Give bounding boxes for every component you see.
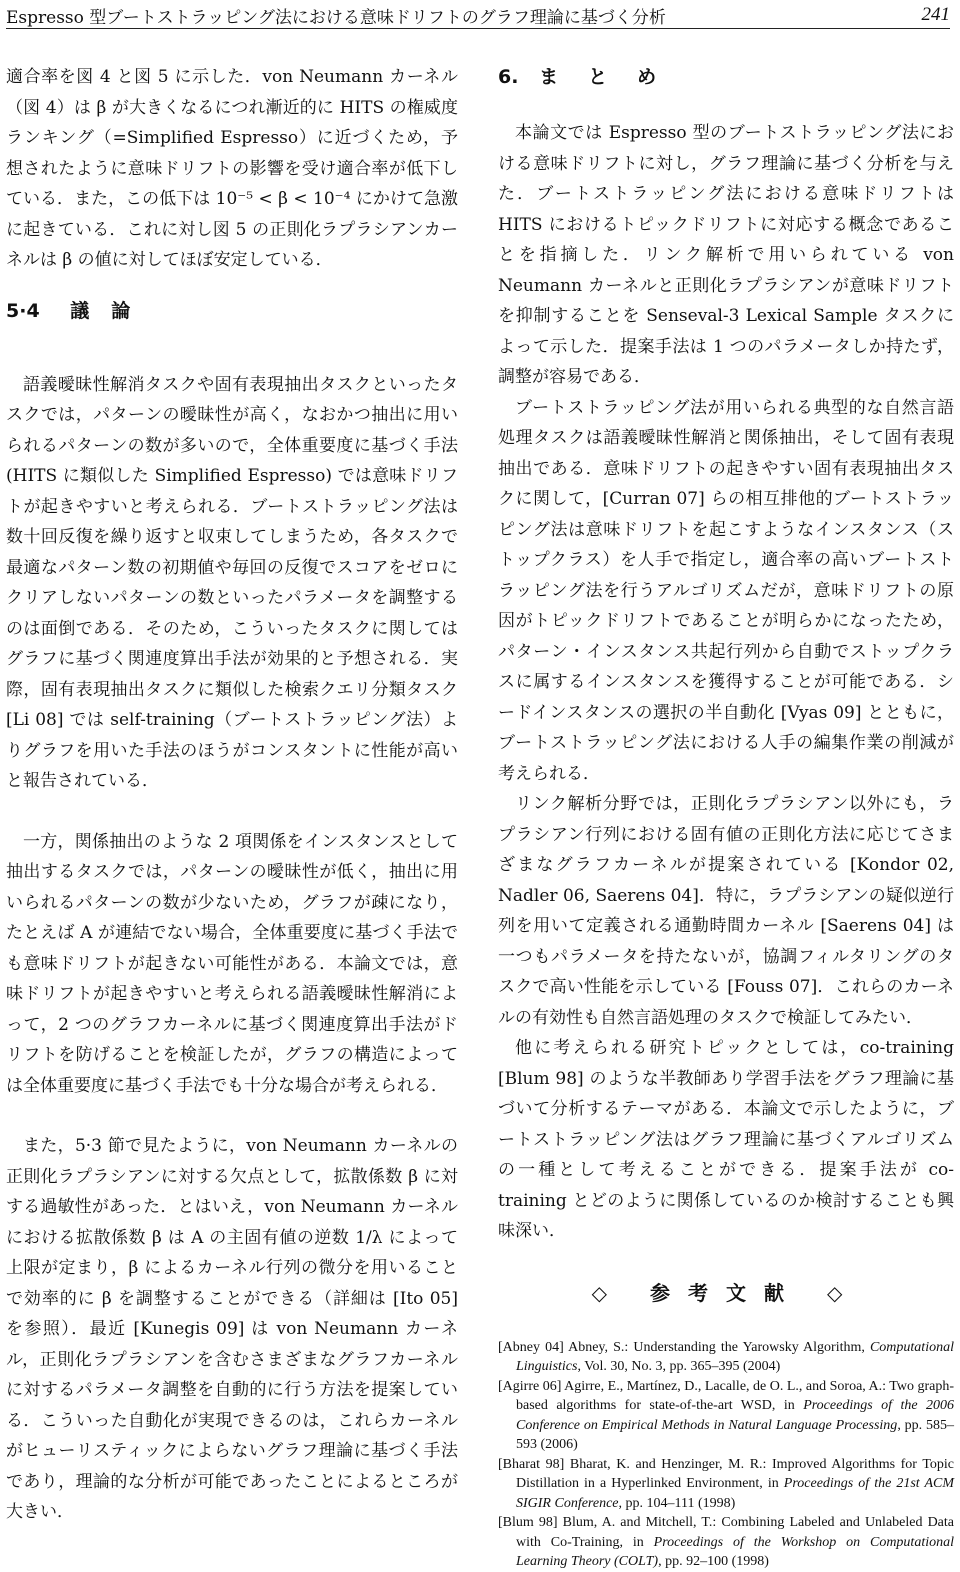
reference-venue: Proceedings of the 2006 Conference on Empirical Methods in Natural Language Processing <box>516 1398 955 1433</box>
reference-venue: Computational Linguistics <box>516 1339 954 1374</box>
references-heading: ◇ 参考文献 ◇ <box>591 1280 861 1305</box>
paragraph: 適合率を図 4 と図 5 に示した．von Neumann カーネル（図 4）は β が大きくなるにつれ漸近的に HITS の権威度ランキング（=Simplified Espresso）に近づくため，予想されたように意味ドリフトの影響を受け適合率が低下している．また，この低下は 10⁻⁵ < β < 10⁻⁴ にかけて急激に起きている．これに対し図 5 の正則化ラプラシアンカーネルは β の値に対してほぼ安定している． <box>6 67 458 270</box>
paragraph: 一方，関係抽出のような 2 項関係をインスタンスとして抽出するタスクでは，パターンの曖昧性が低く，抽出に用いられるパターンの数が少ないため，グラフが疎になり，たとえば A が連結でない場合，全体重要度に基づく手法でも意味ドリフトが起きない可能性がある．本論文では，意味ドリフトが起きやすいと考えられる語義曖昧性解消によって，2 つのグラフカーネルに基づく関連度算出手法がドリフトを防げることを検証したが，グラフの構造によっては全体重要度に基づく手法でも十分な場合が考えられる． <box>6 831 458 1096</box>
section-heading-6 <box>498 62 954 92</box>
left-column <box>6 62 458 1528</box>
reference-item: [Agirre 06] Agirre, E., Martínez, D., Lacalle, de O. L., and Soroa, A.: Two graph-based algorithms for state-of-the-art WSD, in Proceedings of the 2006 Conference on Empirical Methods in Natural Language Processing, pp. 585–593 (2006) <box>498 1378 955 1452</box>
reference-key: [Blum 98] <box>498 1515 558 1530</box>
paragraph: リンク解析分野では，正則化ラプラシアン以外にも，ラプラシアン行列における固有値の正則化方法に応じてさまざまなグラフカーネルが提案されている [Kondor 02, Nadler 06, Saerens 04]．特に，ラプラシアンの疑似逆行列を用いて定義される通勤時間カーネル [Saerens 04] は一つもパラメータを持たないが，協調フィルタリングのタスクで高い性能を示している [Fouss 07]．これらのカーネルの有効性も自然言語処理のタスクで検証してみたい． <box>498 794 954 1028</box>
reference-list <box>498 1338 954 1572</box>
running-header <box>6 2 950 29</box>
reference-key: [Agirre 06] <box>498 1378 562 1394</box>
section-number: 5·4 <box>6 299 40 322</box>
paragraph: また，5·3 節で見たように，von Neumann カーネルの正則化ラプラシアンに対する欠点として，拡散係数 β に対する過敏性があった．とはいえ，von Neumann カーネルにおける拡散係数 β は A の主固有値の逆数 1/λ によって上限が定まり，β によるカーネル行列の微分を用いることで効率的に β を調整することができる（詳細は [Ito 05] を参照）．最近 [Kunegis 09] は von Neumann カーネル，正則化ラプラシアンを含むさまざまなグラフカーネルに対するパラメータ調整を自動的に行う方法を提案している．こういった自動化が実現できるのは，これらカーネルがヒューリスティックによらないグラフ理論に基づく手法であり，理論的な分析が可能であったことによるところが大きい． <box>6 1136 458 1522</box>
running-title: Espresso 型ブートストラッピング法における意味ドリフトのグラフ理論に基づく分析 <box>6 7 666 28</box>
reference-venue: Proceedings of the Workshop on Computational Learning Theory (COLT) <box>516 1534 954 1569</box>
page-number: 241 <box>921 4 950 25</box>
section-title: まとめ <box>539 66 687 88</box>
paragraph: 本論文では Espresso 型のブートストラッピング法における意味ドリフトに対し，グラフ理論に基づく分析を与えた．ブートストラッピング法における意味ドリフトは HITS におけるトピックドリフトに対応する概念であることを指摘した．リンク解析で用いられている von Neumann カーネルと正則化ラプラシアンが意味ドリフトを抑制することを Senseval-3 Lexical Sample タスクによって示した．提案手法は 1 つのパラメータしか持たず，調整が容易である． <box>498 123 954 387</box>
paragraph: 他に考えられる研究トピックとしては，co-training [Blum 98] のような半教師あり学習手法をグラフ理論に基づいて分析するテーマがある．本論文で示したように，ブートストラッピング法はグラフ理論に基づくアルゴリズムの一種として考えることができる．提案手法が co-training とどのように関係しているのか検討することも興味深い． <box>498 1038 954 1241</box>
paragraph: ブートストラッピング法が用いられる典型的な自然言語処理タスクは語義曖昧性解消と関係抽出，そして固有表現抽出である．意味ドリフトの起きやすい固有表現抽出タスクに関して，[Curran 07] らの相互排他的ブートストラッピング法は意味ドリフトを起こすようなインスタンス（ストップクラス）を人手で指定し，適合率の高いブートストラッピング法を行うアルゴリズムだが，意味ドリフトの原因がトピックドリフトであることが明らかになったため，パターン・インスタンス共起行列から自動でストップクラスに属するインスタンスを獲得することが可能である．シードインスタンスの選択の半自動化 [Vyas 09] とともに，ブートストラッピング法における人手の編集作業の削減が考えられる． <box>498 397 954 784</box>
reference-venue: Proceedings of the 21st ACM SIGIR Conference <box>516 1476 955 1511</box>
reference-item: [Bharat 98] Bharat, K. and Henzinger, M. R.: Improved Algorithms for Topic Distillation in a Hyperlinked Environment, in Proceedings of the 21st ACM SIGIR Conference, pp. 104–111 (1998) <box>498 1456 955 1511</box>
paragraph: 語義曖昧性解消タスクや固有表現抽出タスクといったタスクでは，パターンの曖昧性が高く，なおかつ抽出に用いられるパターンの数が多いので，全体重要度に基づく手法 (HITS に類似した Simplified Espresso) では意味ドリフトが起きやすいと考えられる．ブートストラッピング法は数十回反復を繰り返すと収束してしまうため，各タスクで最適なパターン数の初期値や毎回の反復でスコアをゼロにクリアしないパターンの数といったパラメータを調整するのは面倒である．そのため，こういったタスクに関してはグラフに基づく関連度算出手法が効果的と予想される．実際，固有表現抽出タスクに類似した検索クエリ分類タスク [Li 08] では self-training（ブートストラッピング法）よりグラフを用いた手法のほうがコンスタントに性能が高いと報告されている． <box>6 374 458 791</box>
section-number: 6. <box>498 66 519 88</box>
reference-item: [Abney 04] Abney, S.: Understanding the Yarowsky Algorithm, Computational Linguistics, Vol. 30, No. 3, pp. 365–395 (2004) <box>498 1339 954 1374</box>
section-title: 議論 <box>70 299 153 322</box>
reference-key: [Abney 04] <box>498 1339 564 1355</box>
section-heading-5-4 <box>6 296 458 326</box>
right-column <box>498 62 954 1572</box>
reference-item: [Blum 98] Blum, A. and Mitchell, T.: Combining Labeled and Unlabeled Data with Co-Training, in Proceedings of the Workshop on Computational Learning Theory (COLT), pp. 92–100 (1998) <box>498 1515 954 1569</box>
reference-key: [Bharat 98] <box>498 1456 565 1472</box>
